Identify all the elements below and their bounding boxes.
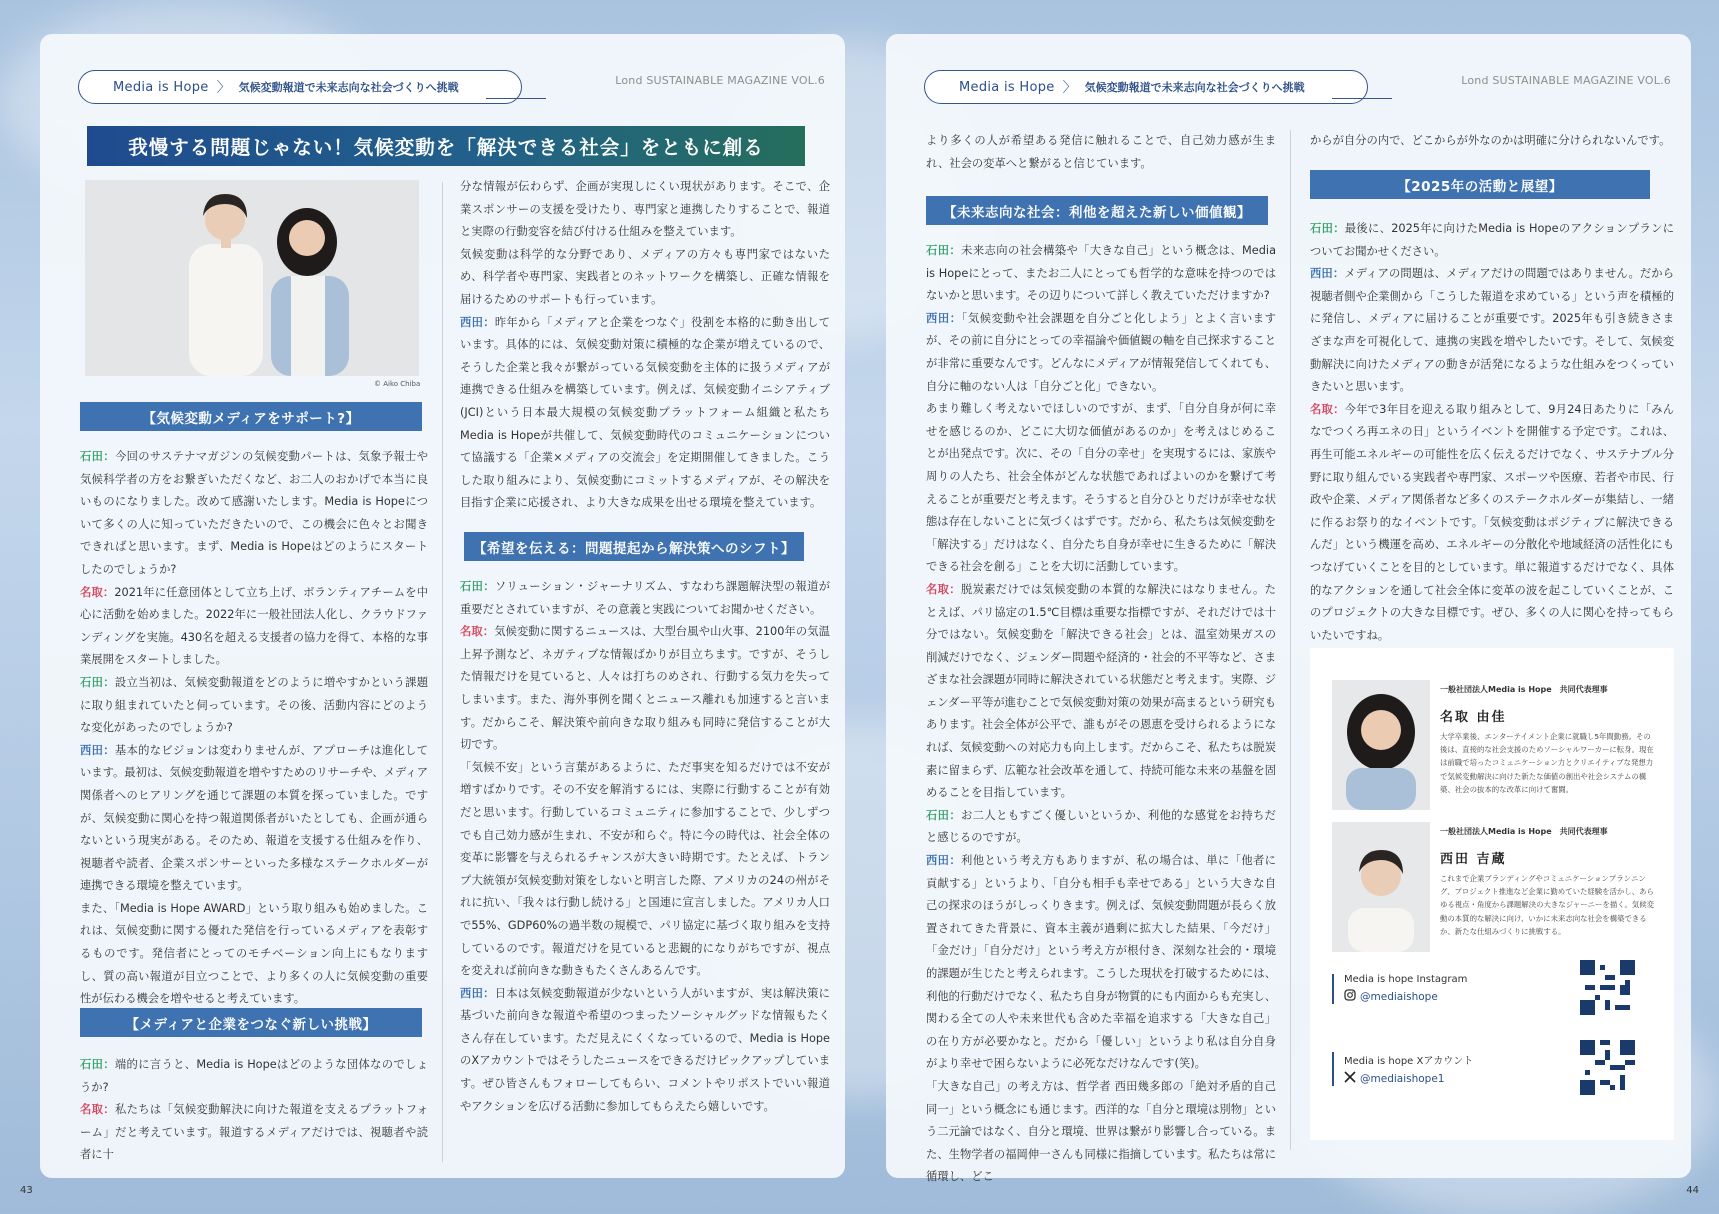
paragraph: 今年で3年目を迎える取り組みとして、9月24日あたりに「みんなでつくろ再エネの日」というイベントを開催する予定です。これは、再生可能エネルギーの可能性を広く伝えるだけでなく、サステナブル分野に取り組んでいる実践者や専門家、スポーツや医療、若者や市民、行政や企業、メディア関係者など多くのステークホルダーが集結し、一緒に作るお祭り的なイベントです。「気候変動はポジティブに解決できるんだ」という機運を高め、エネルギーの分散化や地域経済の活性化にもつなげていくことを目的としています。単に報道するだけでなく、具体的なアクションを通して社会全体に変革の波を起こしていくことが、このプロジェクトの大きな目標です。ぜひ、多くの人に関心を持ってもらいたいですね。 (1310, 402, 1674, 642)
speaker-label: 石田： (80, 1058, 115, 1071)
paragraph: お二人ともすごく優しいというか、利他的な感覚をお持ちだと感じるのですが。 (926, 808, 1276, 845)
left-column-2-bottom (460, 576, 830, 1118)
profile-name: 名取 由佳 (1440, 710, 1507, 725)
paragraph: からが自分の内で、どこからが外なのかは明確に分けられないんです。 (1310, 134, 1671, 147)
profile-role: 一般社団法人Media is Hope 共同代表理事 (1440, 685, 1608, 694)
instagram-icon (1344, 989, 1356, 1004)
left-column-1-bottom (80, 1054, 428, 1167)
profile-bio: 大学卒業後、エンターテイメント企業に就職し5年間勤務。その後は、直接的な社会支援のためソーシャルワーカーに転身。現在は前職で培ったコミュニケーション力とクリエイティブな発想力で気候変動解決に向けた新たな価値の創出や社会システムの構築、社会の抜本的な改革に向けて奮闘。 (1440, 732, 1654, 794)
speaker-label: 石田： (460, 580, 495, 593)
sns-handle[interactable]: @mediaishope1 (1360, 1072, 1445, 1085)
article-headline: 我慢する問題じゃない！気候変動を「解決できる社会」をともに創る (87, 126, 805, 166)
photo-credit: © Aiko Chiba (374, 380, 421, 388)
paragraph: 今回のサステナマガジンの気候変動パートは、気象予報士や気候科学者の方をお繋ぎいただくなど、お二人のおかげで本当に良いものになりました。改めて感謝いたします。Media is Hopeについて多くの人に知っていただきたいので、この機会に色々とお聞きできればと思います。まず、Media is Hopeはどのようにスタートしたのでしょうか? (80, 450, 428, 576)
paragraph: 基本的なビジョンは変わりませんが、アプローチは進化しています。最初は、気候変動報道を増やすためのリサーチや、メディア関係者へのヒアリングを通じて課題の本質を探っていました。ですが、気候変動に関心を持つ報道関係者がいたとしても、企画が通らないという現実がある。そのため、報道を支援する仕組みを作り、視聴者や読者、企業スポンサーといった多様なステークホルダーが連携できる環境を整えています。 (80, 743, 428, 893)
section-heading-media-business: 【メディアと企業をつなぐ新しい挑戦】 (80, 1008, 422, 1037)
paragraph: 「気候変動や社会課題を自分ごと化しよう」とよく言いますが、その前に自分にとっての幸福論や価値観の軸を自己探求することが非常に重要なんです。どんなにメディアが情報発信してくれても、自分に軸のない人は「自分ごと化」できない。 (926, 311, 1276, 393)
breadcrumb-tail (486, 98, 546, 108)
page-number-right: 44 (1686, 1185, 1699, 1196)
profile-role: 一般社団法人Media is Hope 共同代表理事 (1440, 827, 1608, 836)
breadcrumb-separator: 〉 (1062, 80, 1077, 96)
paragraph: 最後に、2025年に向けたMedia is Hopeのアクションプランについてお聞かせください。 (1310, 222, 1674, 258)
breadcrumb-separator: 〉 (216, 80, 231, 96)
speaker-label: 西田： (460, 315, 495, 329)
section-heading-2025: 【2025年の活動と展望】 (1310, 170, 1650, 199)
interviewees-illustration (85, 180, 419, 376)
section-heading-future: 【未来志向な社会：利他を超えた新しい価値観】 (926, 196, 1268, 225)
sns-x[interactable] (1332, 1052, 1473, 1086)
paragraph: ソリューション・ジャーナリズム、すなわち課題解決型の報道が重要だとされていますが、その意義と実践についてお聞かせください。 (460, 580, 830, 616)
speaker-label: 石田： (80, 675, 115, 689)
magazine-title: Lond SUSTAINABLE MAGAZINE VOL.6 (1461, 74, 1671, 87)
speaker-label: 石田： (1310, 222, 1345, 235)
paragraph: メディアの問題は、メディアだけの問題ではありません。だから視聴者側や企業側から「こうした報道を求めている」という声を積極的に発信し、メディアに届けることが重要です。2025年も引き続きさまざまな声を可視化して、連携の実践を増やしたいです。そして、気候変動解決に向けたメディアの動きが活発になるような仕組みをつくっていきたいと思います。 (1310, 267, 1674, 394)
qr-code-x[interactable] (1580, 1040, 1635, 1095)
profile-photo-natori (1332, 680, 1430, 810)
right-column-1-top (926, 130, 1276, 175)
profile-bio: これまで企業ブランディングやコミュニケーションプランニング、プロジェクト推進など企業に勤めていた経験を活かし、あらゆる視点・角度から課題解決の大きなジャーニーを描く。気候変動の本質的な解決に向け、いかに未来志向な社会を構築できるか、新たな仕組みづくりに挑戦する。 (1440, 874, 1655, 936)
breadcrumb-tail (1332, 98, 1392, 108)
speaker-label: 名取： (1310, 402, 1345, 416)
profile-photo-nishida (1332, 822, 1430, 952)
paragraph: 未来志向の社会構築や「大きな自己」という概念は、Media is Hopeにとって、またお二人にとっても哲学的な意味を持つのではないかと思います。その辺りについて詳しく教えていただけますか? (926, 244, 1276, 303)
sns-handle[interactable]: @mediaishope (1360, 990, 1438, 1003)
paragraph: 日本は気候変動報道が少ないという人がいますが、実は解決策に基づいた前向きな報道や希望のつまったソーシャルグッドな情報もたくさん存在しています。ただ見えにくくなっているので、Media is HopeのXアカウントではそうしたニュースをできるだけピックアップしています。ぜひ皆さんもフォローしてもらい、コメントやリポストでいい報道やアクションを広げる活動に参加してもらえたら嬉しいです。 (460, 986, 830, 1113)
left-column-2 (460, 176, 830, 515)
right-column-2 (1310, 218, 1674, 647)
paragraph: 利他という考え方もありますが、私の場合は、単に「他者に貢献する」というより、「自分も相手も幸せである」という大きな自己の探求のほうがしっくりきます。例えば、気候変動問題が長らく放置されてきた背景に、資本主義が過剰に拡大した結果、「今だけ」「金だけ」「自分だけ」という考え方が根付き、深刻な社会的・環境的課題が生じたと考えられます。こうした現状を打破するためには、利他的行動だけでなく、私たち自身が物質的にも内面からも充実し、関わる全ての人や未来世代も含めた幸福を追求する「大きな自己」の在り方が必要かなと。だから「優しい」というより私は自分自身がより幸せで困らないように必死なだけなんです(笑)。 (926, 854, 1276, 1071)
speaker-label: 西田： (926, 311, 962, 325)
speaker-label: 西田： (1310, 267, 1345, 281)
profile-box (1310, 648, 1674, 1140)
speaker-label: 石田： (926, 244, 962, 257)
right-column-2-top (1310, 130, 1674, 153)
speaker-label: 名取： (80, 1103, 115, 1117)
paragraph: 2021年に任意団体として立ち上げ、ボランティアチームを中心に活動を始めました。2022年に一般社団法人化し、クラウドファンディングを実施。430名を超える支援者の協力を得て、本格的な事業展開をスタートしました。 (80, 585, 428, 667)
paragraph: 端的に言うと、Media is Hopeはどのような団体なのでしょうか? (80, 1058, 428, 1094)
sns-instagram[interactable] (1332, 974, 1467, 1004)
breadcrumb (924, 70, 1368, 104)
profile-portrait (1332, 822, 1430, 952)
breadcrumb-media: Media is Hope (959, 79, 1055, 95)
profile-name: 西田 吉蔵 (1440, 852, 1507, 867)
breadcrumb-series: 気候変動報道で未来志向な社会づくりへ挑戦 (238, 81, 459, 94)
magazine-title: Lond SUSTAINABLE MAGAZINE VOL.6 (615, 74, 825, 87)
section-heading-support: 【気候変動メディアをサポート?】 (80, 402, 422, 431)
speaker-label: 名取： (460, 625, 495, 639)
paragraph: 脱炭素だけでは気候変動の本質的な解決にはなりません。たとえば、パリ協定の1.5℃目標は重要な指標ですが、それだけでは十分ではない。気候変動を「解決できる社会」とは、温室効果ガスの削減だけでなく、ジェンダー問題や経済的・社会的不平等など、さまざまな社会課題が同時に解決されている状態だと考えます。実際、ジェンダー平等が進むことで気候変動対策の効果が高まるという研究もあります。社会全体が公平で、誰もがその恩恵を受けられるようになれば、気候変動への対応力も向上します。だからこそ、私たちは脱炭素に留まらず、広範な社会改革を通して、持続可能な未来の基盤を固めることを目指しています。 (926, 582, 1276, 800)
column-divider (442, 182, 443, 1162)
paragraph: 私たちは「気候変動解決に向けた報道を支えるプラットフォーム」だと考えています。報道するメディアだけでは、視聴者や読者に十 (80, 1103, 428, 1162)
breadcrumb (78, 70, 522, 104)
paragraph: 「気候不安」という言葉があるように、ただ事実を知るだけでは不安が増すばかりです。その不安を解消するには、実際に行動することが有効だと思います。行動しているコミュニティに参加することで、少しずつでも自己効力感が生まれ、不安が和らぐ。特に今の時代は、社会全体の変革に影響を与えられるチャンスが大きい時期です。たとえば、トランプ大統領が気候変動対策をしないと明言した際、アメリカの24の州がそれに抗い、「我々は行動し続ける」と国連に宣言しました。アメリカ人口で55%、GDP60%の過半数の規模で、パリ協定に基づく取り組みを支持しているのです。報道だけを見ていると悲観的になりがちですが、視点を変えれば前向きな動きもたくさんあるんです。 (460, 760, 830, 978)
speaker-label: 石田： (80, 450, 115, 463)
paragraph: 分な情報が伝わらず、企画が実現しにくい現状があります。そこで、企業スポンサーの支援を受けたり、専門家と連携したりすることで、報道と実際の行動変容を結び付ける仕組みを整えています。 (460, 180, 830, 239)
profile-portrait (1332, 680, 1430, 810)
paragraph: 「大きな自己」の考え方は、哲学者 西田幾多郎の「絶対矛盾的自己同一」という概念にも通じます。西洋的な「自分と環境は別物」という二元論ではなく、自分と環境、世界は繋がり影響し合っている。また、生物学者の福岡伸一さんも同様に指摘しています。私たちは常に循環し、どこ (926, 1079, 1276, 1184)
paragraph: 気候変動は科学的な分野であり、メディアの方々も専門家ではないため、科学者や専門家、実践者とのネットワークを構築し、正確な情報を届けるためのサポートも行っています。 (460, 247, 830, 306)
paragraph: より多くの人が希望ある発信に触れることで、自己効力感が生まれ、社会の変革へと繋がると信じています。 (926, 134, 1276, 170)
right-column-1 (926, 240, 1276, 1189)
x-logo-icon (1344, 1071, 1356, 1086)
section-heading-hope: 【希望を伝える：問題提起から解決策へのシフト】 (464, 532, 804, 561)
paragraph: 気候変動に関するニュースは、大型台風や山火事、2100年の気温上昇予測など、ネガティブな情報ばかりが目立ちます。ですが、そうした情報だけを見ていると、人々は打ちのめされ、行動する気力を失ってしまいます。また、海外事例を聞くとニュース離れも加速すると言います。だからこそ、解決策や前向きな取り組みも同時に発信することが大切です。 (460, 625, 830, 752)
qr-code-instagram[interactable] (1580, 960, 1635, 1015)
paragraph: 昨年から「メディアと企業をつなぐ」役割を本格的に動き出しています。具体的には、気候変動対策に積極的な企業が増えているので、そうした企業と我々が繋がっている気候変動を主体的に扱うメディアが連携できる仕組みを構築しています。例えば、気候変動イニシアティブ(JCI)という日本最大規模の気候変動プラットフォーム組織と私たちMedia is Hopeが共催して、気候変動時代のコミュニケーションについて協議する「企業×メディアの交流会」を定期開催してきました。こうした取り組みにより、気候変動にコミットするメディアが、その解決を目指す企業に応援され、より大きな成果を出せる環境を整えています。 (460, 315, 830, 510)
column-divider (1290, 130, 1291, 1150)
page-number-left: 43 (20, 1185, 33, 1196)
speaker-label: 名取： (80, 585, 115, 599)
speaker-label: 西田： (460, 986, 495, 1000)
sns-title: Media is hope Instagram (1344, 974, 1468, 985)
right-page (886, 34, 1691, 1184)
paragraph: あまり難しく考えないでほしいのですが、まず、「自分自身が何に幸せを感じるのか、どこに大切な価値があるのか」を考えはじめることが出発点です。次に、その「自分の幸せ」を実現するには、家族や周りの人たち、社会全体がどんな状態であればよいのかを繋げて考えることが重要だと考えます。そうすると自分ひとりだけが幸せな状態は存在しないことに気づくはずです。だから、私たちは気候変動を「解決する」だけはなく、自分たち自身が幸せに生きるために「解決できる社会を創る」ことを大切に活動しています。 (926, 402, 1276, 574)
speaker-label: 石田： (926, 808, 962, 822)
speaker-label: 西田： (80, 743, 115, 757)
speaker-label: 名取： (926, 582, 961, 596)
sns-title: Media is hope Xアカウント (1344, 1056, 1474, 1067)
speaker-label: 西田： (926, 854, 962, 868)
interview-photo (85, 180, 419, 376)
paragraph: 設立当初は、気候変動報道をどのように増やすかという課題に取り組まれていたと伺っています。その後、活動内容にどのような変化があったのでしょうか? (80, 675, 428, 735)
left-page (40, 34, 845, 1178)
breadcrumb-series: 気候変動報道で未来志向な社会づくりへ挑戦 (1084, 81, 1305, 94)
left-column-1 (80, 446, 428, 1011)
paragraph: また、「Media is Hope AWARD」という取り組みも始めました。これは、気候変動に関する優れた発信を行っているメディアを表彰するものです。発信者にとってのモチベーション向上にもなりますし、質の高い報道が目立つことで、より多くの人に気候変動の重要性が伝わる機会を増やせると考えています。 (80, 901, 428, 1006)
breadcrumb-media: Media is Hope (113, 79, 209, 95)
